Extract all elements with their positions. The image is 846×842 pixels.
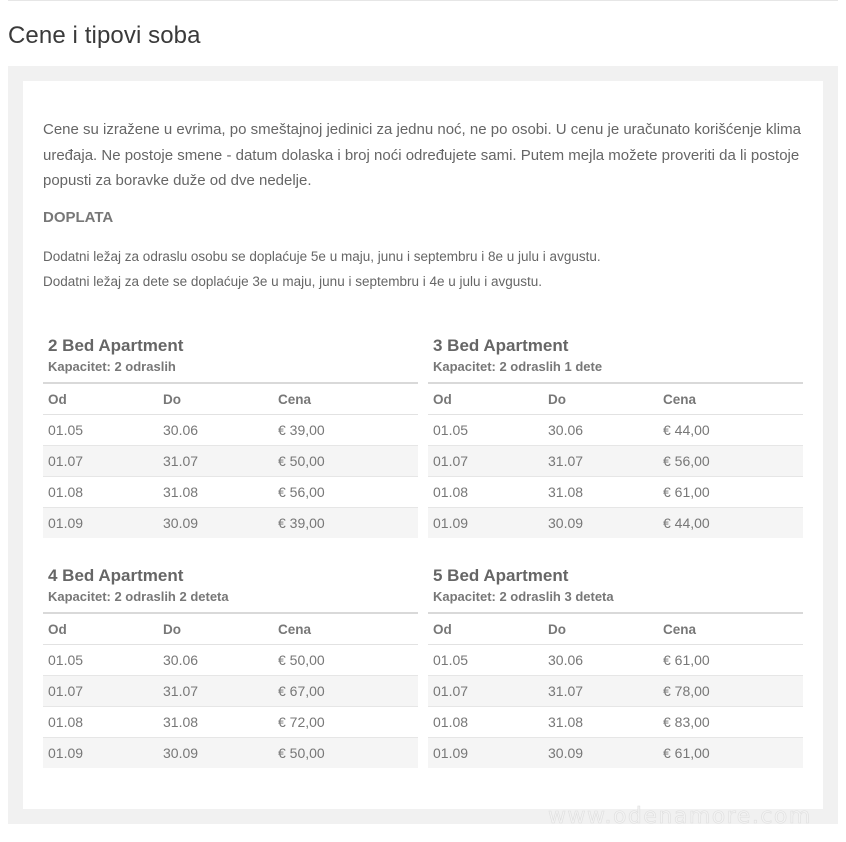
cell-from: 01.09 [43,738,158,769]
table-row [428,707,803,738]
page-title: Cene i tipovi soba [8,22,201,49]
rates-table [428,612,803,768]
header-price: Cena [273,383,418,415]
table-row [428,508,803,539]
cell-to: 31.07 [543,676,658,707]
cell-to: 31.07 [543,446,658,477]
rates-table [428,382,803,538]
table-row [43,508,418,539]
apartment-5-bed [428,565,803,768]
apartment-title: 4 Bed Apartment [48,566,184,585]
header-to: Do [543,383,658,415]
table-row [428,738,803,769]
top-divider [8,0,838,1]
table-row [43,415,418,446]
table-header-row [428,383,803,415]
cell-from: 01.09 [43,508,158,539]
header-to: Do [543,613,658,645]
cell-to: 31.07 [158,446,273,477]
cell-price: € 39,00 [273,415,418,446]
cell-price: € 61,00 [658,645,803,676]
cell-price: € 83,00 [658,707,803,738]
cell-from: 01.07 [428,676,543,707]
rates-table [43,612,418,768]
apartment-capacity: Kapacitet: 2 odraslih 2 deteta [48,589,229,604]
cell-price: € 61,00 [658,738,803,769]
header-from: Od [43,613,158,645]
table-header-row [428,613,803,645]
table-row [428,477,803,508]
cell-to: 30.09 [158,508,273,539]
doplata-line-child: Dodatni ležaj za dete se doplaćuje 3e u maju, junu i septembru i 4e u julu i avgustu. [43,274,543,289]
table-header-row [43,613,418,645]
cell-from: 01.05 [43,645,158,676]
table-row [43,645,418,676]
table-row [43,676,418,707]
apartment-capacity: Kapacitet: 2 odraslih 3 deteta [433,589,614,604]
table-row [428,645,803,676]
cell-from: 01.08 [428,477,543,508]
site-watermark: www.odenamore.com [548,804,812,829]
intro-text: Cene su izražene u evrima, po smeštajnoj jedinici za jednu noć, ne po osobi. U cenu je uračunato korišćenje klima uređaja. Ne postoje smene - datum dolaska i broj noći određujete sami. Putem mejla možete proveriti da li postoje popusti za boravke duže od dve nedelje. [43,121,801,189]
apartment-2-bed [43,335,418,538]
cell-from: 01.05 [428,645,543,676]
cell-from: 01.07 [43,676,158,707]
cell-to: 30.09 [543,508,658,539]
doplata-heading: DOPLATA [43,209,114,226]
cell-price: € 67,00 [273,676,418,707]
apartment-title: 2 Bed Apartment [48,336,184,355]
apartment-capacity: Kapacitet: 2 odraslih [48,359,176,374]
cell-to: 30.09 [158,738,273,769]
cell-from: 01.08 [428,707,543,738]
cell-price: € 78,00 [658,676,803,707]
cell-price: € 39,00 [273,508,418,539]
doplata-line-adult: Dodatni ležaj za odraslu osobu se doplaćuje 5e u maju, junu i septembru i 8e u julu i avgustu. [43,249,601,264]
table-row [43,477,418,508]
cell-to: 30.09 [543,738,658,769]
cell-price: € 50,00 [273,645,418,676]
table-row [43,738,418,769]
header-price: Cena [658,383,803,415]
cell-to: 30.06 [543,415,658,446]
cell-from: 01.09 [428,738,543,769]
cell-from: 01.07 [428,446,543,477]
header-to: Do [158,613,273,645]
header-from: Od [43,383,158,415]
apartment-title: 3 Bed Apartment [433,336,569,355]
cell-from: 01.08 [43,707,158,738]
header-price: Cena [273,613,418,645]
cell-price: € 50,00 [273,738,418,769]
cell-to: 31.07 [158,676,273,707]
apartment-4-bed [43,565,418,768]
cell-price: € 72,00 [273,707,418,738]
cell-price: € 61,00 [658,477,803,508]
cell-from: 01.09 [428,508,543,539]
header-from: Od [428,613,543,645]
cell-from: 01.05 [428,415,543,446]
cell-price: € 44,00 [658,508,803,539]
apartment-title: 5 Bed Apartment [433,566,569,585]
apartment-capacity: Kapacitet: 2 odraslih 1 dete [433,359,603,374]
cell-price: € 44,00 [658,415,803,446]
table-header-row [43,383,418,415]
cell-to: 31.08 [158,707,273,738]
table-row [43,707,418,738]
rates-table [43,382,418,538]
cell-price: € 50,00 [273,446,418,477]
cell-from: 01.07 [43,446,158,477]
cell-from: 01.05 [43,415,158,446]
cell-to: 31.08 [543,477,658,508]
cell-to: 30.06 [543,645,658,676]
table-row [428,415,803,446]
header-price: Cena [658,613,803,645]
cell-price: € 56,00 [658,446,803,477]
table-row [428,446,803,477]
header-to: Do [158,383,273,415]
table-row [428,676,803,707]
cell-to: 31.08 [543,707,658,738]
table-row [43,446,418,477]
header-from: Od [428,383,543,415]
cell-to: 30.06 [158,645,273,676]
apartment-3-bed [428,335,803,538]
cell-from: 01.08 [43,477,158,508]
cell-price: € 56,00 [273,477,418,508]
cell-to: 31.08 [158,477,273,508]
cell-to: 30.06 [158,415,273,446]
